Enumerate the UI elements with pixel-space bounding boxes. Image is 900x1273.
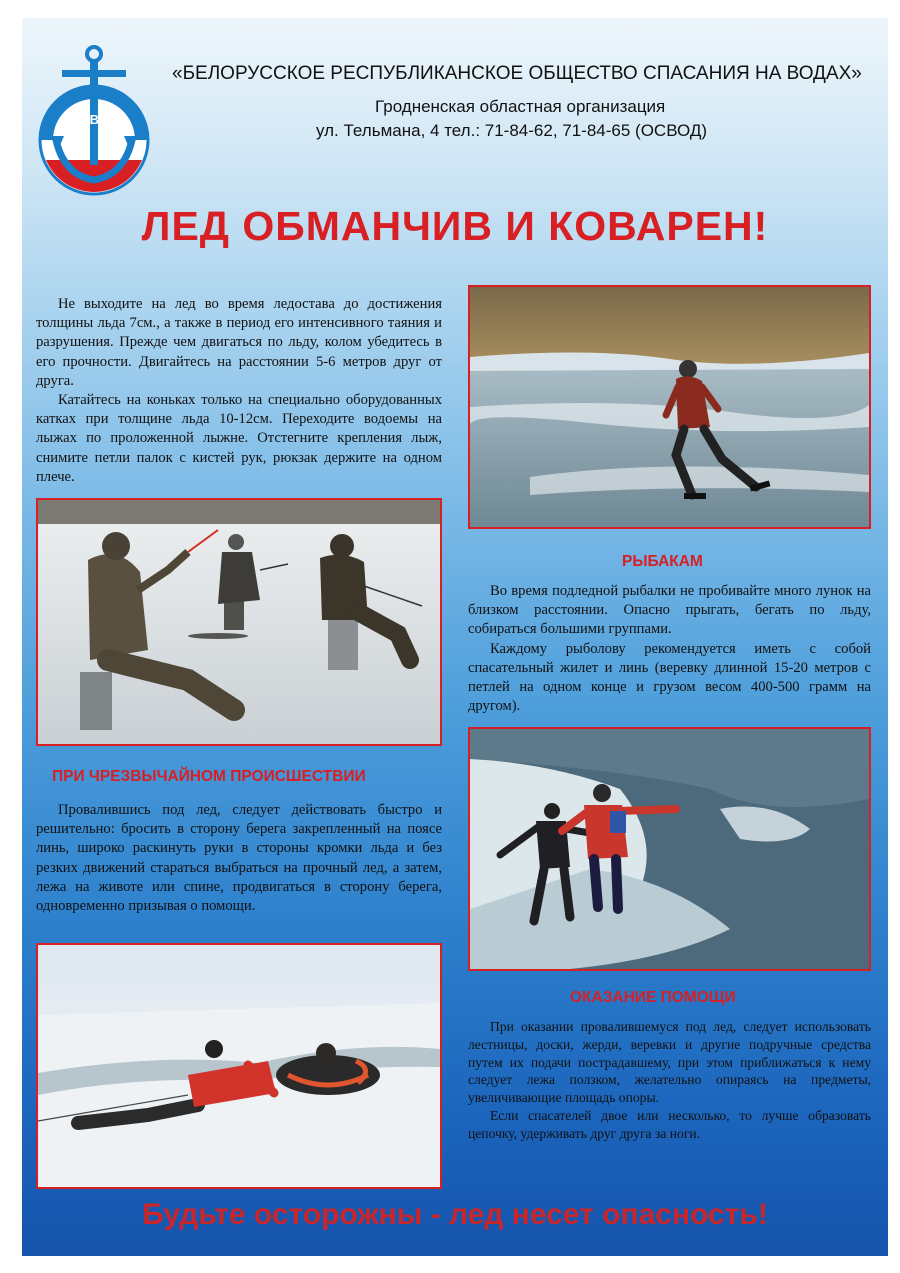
help-text [468,1018,871,1143]
help-paragraph-2: Если спасателей двое или несколько, то лучше образовать цепочку, удерживать друг друга за ноги. [468,1107,871,1141]
organization-name: «БЕЛОРУССКОЕ РЕСПУБЛИКАНСКОЕ ОБЩЕСТВО СПАСАНИЯ НА ВОДАХ» [172,63,862,84]
poster [22,18,888,1256]
help-heading: ОКАЗАНИЕ ПОМОЩИ [570,989,736,1006]
emergency-paragraph-1: Провалившись под лед, следует действовать быстро и решительно: бросить в сторону берега закрепленный на поясе линь, широко раскинуть руки в стороны кромки льда и без резких движений стараться выбраться на прочный лед, а затем, лежа на животе или спине, продвигаться в сторону берега, одновременно призывая о помощи. [36,802,442,915]
intro-paragraph-1: Не выходите на лед во время ледостава до достижения толщины льда 7см., а также в период его интенсивного таяния и разрушения. Прежде чем двигаться по льду, колом убедитесь в его прочности. Двигайтесь на расстоянии 5-6 метров друг от друга. [36,296,442,389]
poster-title: ЛЕД ОБМАНЧИВ И КОВАРЕН! [141,203,769,249]
osvod-logo [34,40,154,200]
ice-edge-photo [468,727,871,971]
help-paragraph-1: При оказании провалившемуся под лед, следует использовать лестницы, доски, жерди, веревки и другие подручные средства путем их подачи пострадавшему, при этом приближаться к нему следует лежа ползком, желательно опираясь на предметы, увеличивающие площадь опоры. [468,1019,871,1106]
branch-name: Гродненская областная организация [375,97,666,116]
ice-fishermen-photo [36,498,442,746]
intro-paragraph-2: Катайтесь на коньках только на специально оборудованных катках при толщине льда 10-12см. Переходите водоемы на лыжах по проложенной лыжне. Отстегните крепления лыж, снимите петли палок с кистей рук, рюкзак держите на одном плече. [36,392,442,485]
address-line: ул. Тельмана, 4 тел.: 71-84-62, 71-84-65 (ОСВОД) [316,121,707,140]
fishermen-paragraph-2: Каждому рыболову рекомендуется иметь с собой спасательный жилет и линь (веревку длинной 15-20 метров с петлей на одном конце и грузом весом 400-500 грамм на другом). [468,640,871,715]
footer-warning: Будьте осторожны - лед несет опасность! [142,1198,768,1231]
fishermen-text [468,582,871,716]
fishermen-paragraph-1: Во время подледной рыбалки не пробивайте много лунок на близком расстоянии. Опасно прыгать, бегать по льду, собираться большими группами. [468,583,871,638]
emergency-text [36,801,442,916]
emergency-heading: ПРИ ЧРЕЗВЫЧАЙНОМ ПРОИСШЕСТВИИ [52,768,366,785]
skater-photo [468,285,871,529]
fishermen-heading: РЫБАКАМ [622,553,703,570]
rescue-photo [36,943,442,1189]
intro-text [36,295,442,487]
logo-text: ОСВОД [70,112,118,127]
